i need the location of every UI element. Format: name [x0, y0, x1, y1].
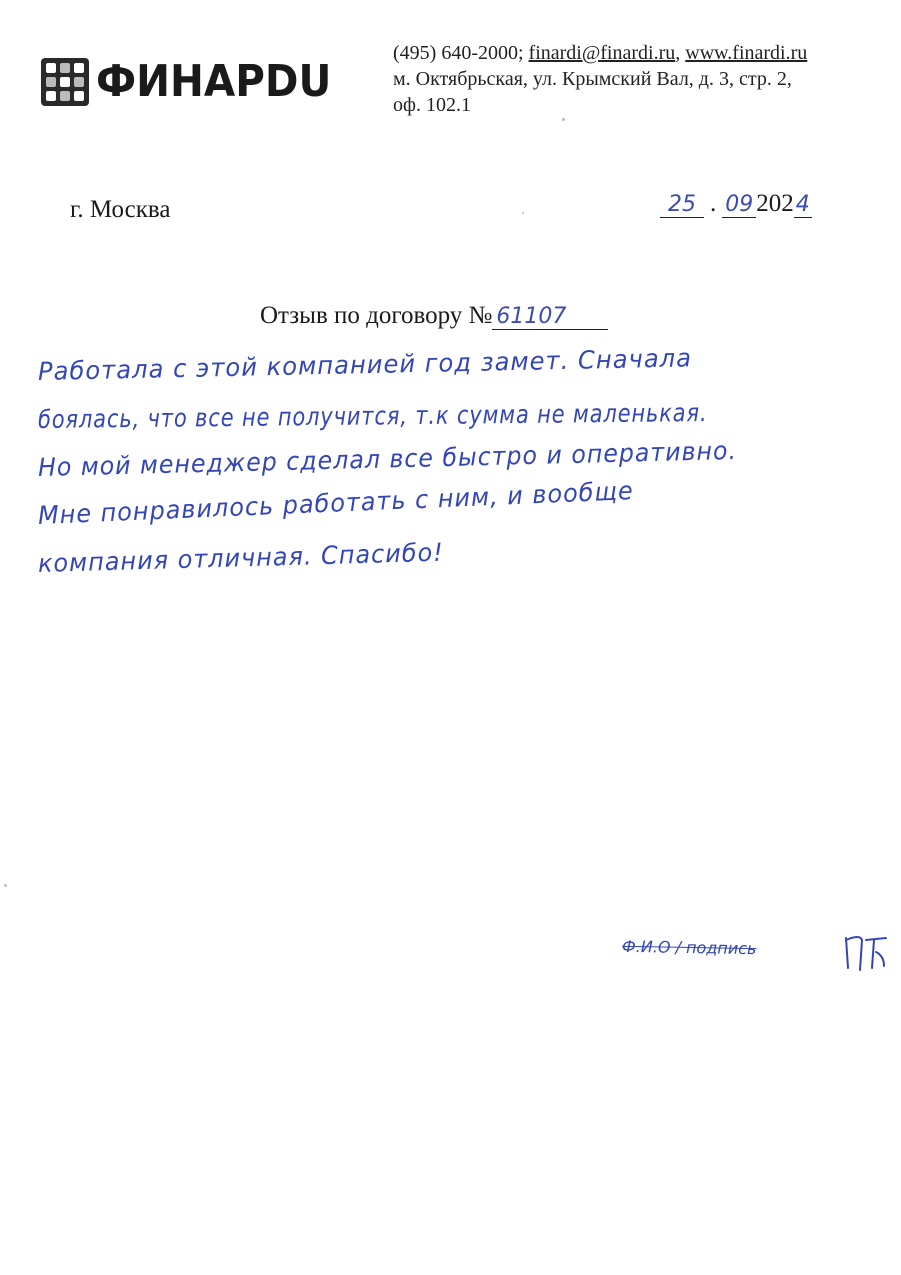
city-label: г. Москва [70, 196, 171, 223]
review-line: Но мой менеджер сделал все быстро и оперативно. [37, 435, 738, 482]
scan-speck [4, 884, 7, 887]
signature-area [622, 930, 892, 980]
contacts-separator: , [675, 42, 686, 64]
date-year-suffix: 4 [795, 192, 810, 217]
website-link[interactable]: www.finardi.ru [685, 42, 808, 64]
date-month: 09 [722, 192, 756, 218]
document-date [660, 190, 812, 218]
contacts-line-1 [393, 40, 893, 66]
scan-speck [562, 118, 565, 121]
contract-number: 61107 [492, 304, 608, 330]
review-line: компания отличная. Спасибо! [37, 537, 445, 578]
date-year-prefix: 202 [756, 190, 794, 217]
contact-block [393, 40, 893, 118]
scan-speck [522, 212, 524, 214]
document-title [260, 302, 608, 330]
title-prefix: Отзыв по договору № [260, 302, 493, 329]
review-line: Мне понравилось работать с ним, и вообще [37, 476, 635, 530]
contacts-line-2: м. Октябрьская, ул. Крымский Вал, д. 3, стр. 2, [393, 68, 792, 90]
date-separator: . [710, 190, 717, 217]
review-line: Работала с этой компанией год замет. Сначала [37, 343, 693, 386]
logo-grid-icon [40, 57, 90, 107]
signature-label: Ф.И.О / подпись [621, 936, 757, 959]
signature-scribble-icon [840, 930, 890, 978]
contacts-line-3: оф. 102.1 [393, 94, 471, 116]
phone-number: (495) 640-2000; [393, 42, 529, 64]
date-day: 25 [660, 192, 704, 218]
review-line: боялась, что все не получится, т.к сумма не маленькая. [37, 397, 708, 434]
review-text [37, 343, 898, 588]
company-logo [40, 57, 352, 107]
email-link[interactable]: finardi@finardi.ru [528, 42, 676, 64]
logo-wordmark: ФИНАРDU [96, 56, 332, 107]
letterhead [0, 0, 901, 140]
